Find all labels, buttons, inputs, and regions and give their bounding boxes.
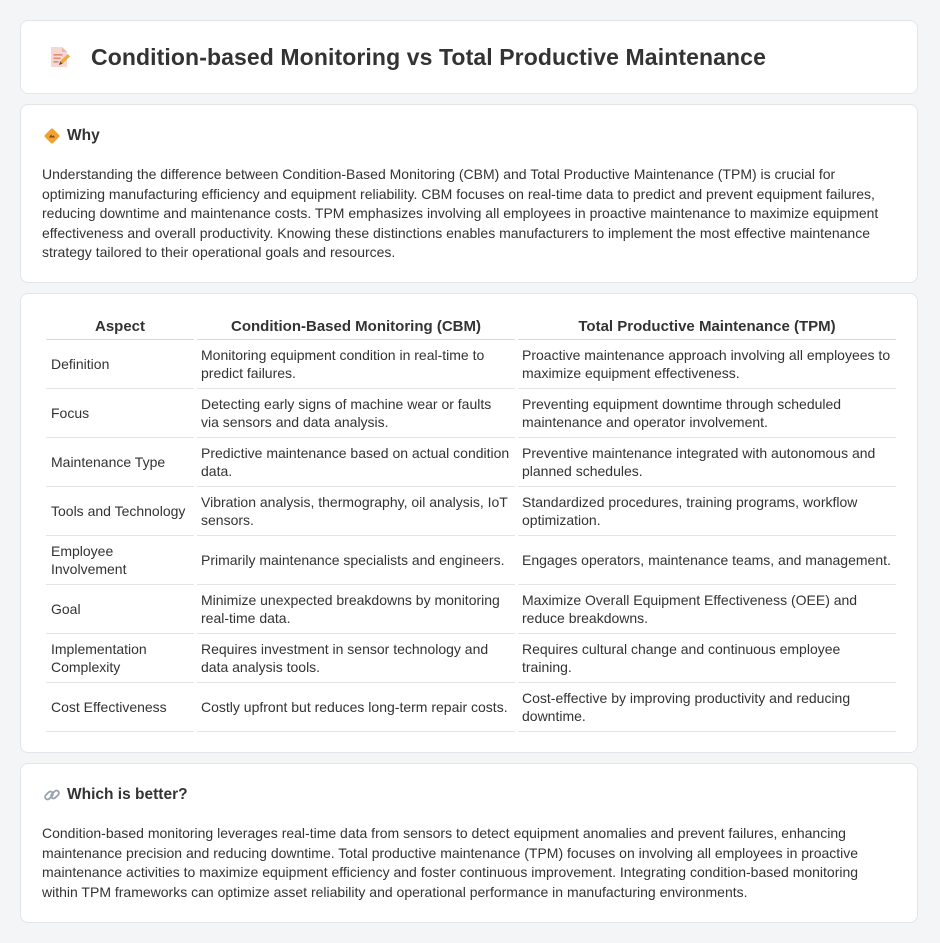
header-tpm: Total Productive Maintenance (TPM) bbox=[518, 314, 896, 340]
aspect-cell: Definition bbox=[46, 340, 194, 389]
document-edit-icon bbox=[47, 45, 71, 69]
link-icon bbox=[43, 786, 61, 804]
aspect-cell: Maintenance Type bbox=[46, 438, 194, 487]
aspect-cell: Implementation Complexity bbox=[46, 634, 194, 683]
aspect-cell: Cost Effectiveness bbox=[46, 683, 194, 732]
tpm-cell: Preventive maintenance integrated with autonomous and planned schedules. bbox=[518, 438, 896, 487]
cbm-cell: Minimize unexpected breakdowns by monitoring real-time data. bbox=[197, 585, 515, 634]
header-cbm: Condition-Based Monitoring (CBM) bbox=[197, 314, 515, 340]
tpm-cell: Cost-effective by improving productivity and reducing downtime. bbox=[518, 683, 896, 732]
table-row bbox=[46, 389, 896, 438]
why-section bbox=[20, 104, 918, 283]
title-card bbox=[20, 20, 918, 94]
aspect-cell: Employee Involvement bbox=[46, 536, 194, 585]
which-is-better-section bbox=[20, 763, 918, 923]
aspect-cell: Focus bbox=[46, 389, 194, 438]
table-header-row bbox=[46, 314, 896, 340]
header-aspect: Aspect bbox=[46, 314, 194, 340]
cbm-cell: Primarily maintenance specialists and engineers. bbox=[197, 536, 515, 585]
better-text: Condition-based monitoring leverages real-time data from sensors to detect equipment anomalies and prevent failures, enhancing maintenance precision and reducing downtime. Total productive maintenance (TPM) focuses on involving all employees in proactive maintenance activities to maximize equipment efficiency and foster continuous improvement. Integrating condition-based monitoring within TPM frameworks can optimize asset reliability and operational performance in manufacturing environments. bbox=[42, 825, 859, 900]
tpm-cell: Requires cultural change and continuous employee training. bbox=[518, 634, 896, 683]
aspect-cell: Tools and Technology bbox=[46, 487, 194, 536]
tpm-cell: Proactive maintenance approach involving all employees to maximize equipment effectiveness. bbox=[518, 340, 896, 389]
cbm-cell: Requires investment in sensor technology and data analysis tools. bbox=[197, 634, 515, 683]
cbm-cell: Detecting early signs of machine wear or faults via sensors and data analysis. bbox=[197, 389, 515, 438]
comparison-table bbox=[43, 314, 899, 732]
page-title: Condition-based Monitoring vs Total Productive Maintenance bbox=[91, 43, 766, 70]
table-row bbox=[46, 585, 896, 634]
why-text: Understanding the difference between Condition-Based Monitoring (CBM) and Total Productive Maintenance (TPM) is crucial for optimizing manufacturing efficiency and equipment reliability. CBM focuses on real-time data to predict and prevent equipment failures, reducing downtime and maintenance costs. TPM emphasizes involving all employees in proactive maintenance to maximize equipment effectiveness and overall productivity. Knowing these distinctions enables manufacturers to implement the most effective maintenance strategy tailored to their operational goals and resources. bbox=[42, 166, 879, 261]
cbm-cell: Costly upfront but reduces long-term repair costs. bbox=[197, 683, 515, 732]
tpm-cell: Standardized procedures, training programs, workflow optimization. bbox=[518, 487, 896, 536]
better-heading: Which is better? bbox=[67, 786, 188, 803]
cbm-cell: Monitoring equipment condition in real-time to predict failures. bbox=[197, 340, 515, 389]
table-row bbox=[46, 536, 896, 585]
table-row bbox=[46, 487, 896, 536]
aspect-cell: Goal bbox=[46, 585, 194, 634]
table-row bbox=[46, 683, 896, 732]
diamond-sign-icon bbox=[43, 127, 61, 145]
tpm-cell: Preventing equipment downtime through scheduled maintenance and operator involvement. bbox=[518, 389, 896, 438]
cbm-cell: Predictive maintenance based on actual condition data. bbox=[197, 438, 515, 487]
comparison-section bbox=[20, 293, 918, 753]
tpm-cell: Engages operators, maintenance teams, and management. bbox=[518, 536, 896, 585]
cbm-cell: Vibration analysis, thermography, oil analysis, IoT sensors. bbox=[197, 487, 515, 536]
table-row bbox=[46, 340, 896, 389]
table-row bbox=[46, 634, 896, 683]
table-row bbox=[46, 438, 896, 487]
tpm-cell: Maximize Overall Equipment Effectiveness (OEE) and reduce breakdowns. bbox=[518, 585, 896, 634]
why-heading: Why bbox=[67, 127, 100, 144]
